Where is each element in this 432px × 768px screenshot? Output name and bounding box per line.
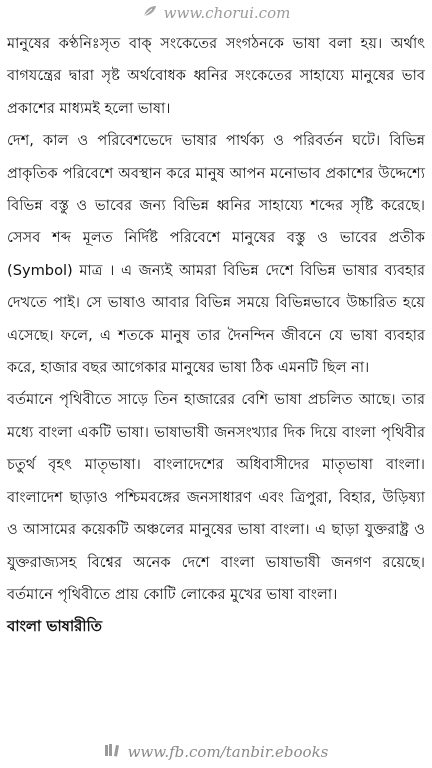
leaf-logo-icon: [142, 4, 158, 22]
paragraph-3: বর্তমানে পৃথিবীতে সাড়ে তিন হাজারের বেশি ভাষা প্রচলিত আছে। তার মধ্যে বাংলা একটি ভাষা। ভাষাভাষী জনসংখ্যার দিক দিয়ে বাংলা পৃথিবীর চতুর্থ বৃহৎ মাতৃভাষা। বাংলাদেশের অধিবাসীদের মাতৃভাষা বাংলা। বাংলাদেশ ছাড়াও পশ্চিমবঙ্গের জনসাধারণ এবং ত্রিপুরা, বিহার, উড়িষ্যা ও আসামের কয়েকটি অঞ্চলের মানুষের ভাষা বাংলা। এ ছাড়া যুক্তরাষ্ট্র ও যুক্তরাজ্যসহ বিশ্বের অনেক দেশে বাংলা ভাষাভাষী জনগণ রয়েছে। বর্তমানে পৃথিবীতে প্রায় কোটি লোকের মুখের ভাষা বাংলা।: [7, 391, 425, 603]
site-header: [0, 0, 432, 26]
page-content: [7, 28, 425, 643]
paragraph-1: মানুষের কণ্ঠনিঃসৃত বাক্ সংকেতের সংগঠনকে ভাষা বলা হয়। অর্থাৎ বাগযন্ত্রের দ্বারা সৃষ্ট অর্থবোধক ধ্বনির সংকেতের সাহায্যে মানুষের ভাব প্রকাশের মাধ্যমই হলো ভাষা।: [7, 35, 425, 117]
section-heading: বাংলা ভাষারীতি: [7, 618, 102, 636]
footer-link[interactable]: www.fb.com/tanbir.ebooks: [127, 743, 329, 761]
site-footer: [0, 740, 432, 764]
books-icon: [104, 743, 122, 761]
site-url[interactable]: www.chorui.com: [163, 4, 291, 22]
paragraph-2: দেশ, কাল ও পরিবেশভেদে ভাষার পার্থক্য ও পরিবর্তন ঘটে। বিভিন্ন প্রাকৃতিক পরিবেশে অবস্থান করে মানুষ আপন মনোভাব প্রকাশের উদ্দেশ্যে বিভিন্ন বস্তু ও ভাবের জন্য বিভিন্ন ধ্বনির সাহায্যে শব্দের সৃষ্টি করেছে। সেসব শব্দ মূলত নির্দিষ্ট পরিবেশে মানুষের বস্তু ও ভাবের প্রতীক (Symbol) মাত্র । এ জন্যই আমরা বিভিন্ন দেশে বিভিন্ন ভাষার ব্যবহার দেখতে পাই। সে ভাষাও আবার বিভিন্ন সময়ে বিভিন্নভাবে উচ্চারিত হয়ে এসেছে। ফলে, এ শতকে মানুষ তার দৈনন্দিন জীবনে যে ভাষা ব্যবহার করে, হাজার বছর আগেকার মানুষের ভাষা ঠিক এমনটি ছিল না।: [7, 132, 425, 377]
